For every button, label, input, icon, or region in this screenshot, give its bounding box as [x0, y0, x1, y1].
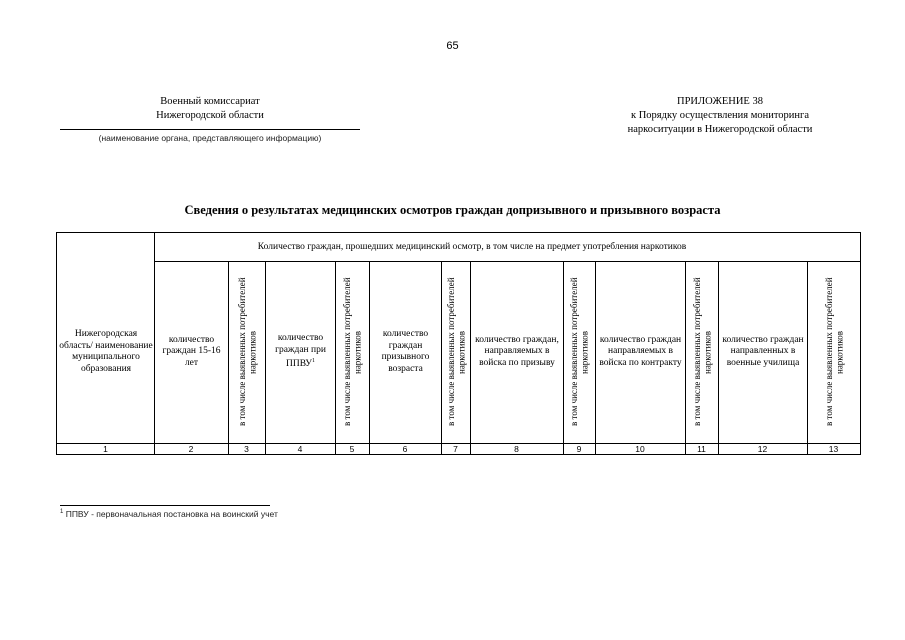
footnote-text: ППВУ - первоначальная постановка на воинский учет: [63, 509, 278, 519]
col-ppvu-header: количество граждан при ППВУ$^1$: [275, 333, 326, 370]
col-contract-header: количество граждан направляемых в войска по контракту: [599, 334, 682, 368]
col-detected-header: в том числе выявленных потребителей наркотиков: [342, 277, 363, 427]
col-number: 2: [188, 444, 194, 454]
appendix-line-2: к Порядку осуществления мониторинга: [630, 110, 810, 121]
col-number: 4: [297, 444, 303, 454]
col-draft-header: количество граждан, направляемых в войска по призыву: [475, 334, 559, 368]
organization-block: [60, 95, 360, 123]
col-detected-header: в том числе выявленных потребителей наркотиков: [569, 277, 590, 427]
col-number: 12: [757, 444, 768, 454]
col-age-15-16-header: количество граждан 15-16 лет: [162, 334, 221, 368]
col-number: 13: [828, 444, 839, 454]
document-title: Сведения о результатах медицинских осмотров граждан допризывного и призывного возраста: [184, 203, 721, 217]
col-detected-header: в том числе выявленных потребителей наркотиков: [445, 277, 466, 427]
col-number: 11: [697, 444, 706, 454]
col-region-header: Нижегородская область/ наименование муниципального образования: [59, 329, 153, 374]
appendix-line-1: ПРИЛОЖЕНИЕ 38: [677, 96, 763, 107]
col-detected-header: в том числе выявленных потребителей наркотиков: [236, 277, 257, 427]
header-divider: [154, 261, 860, 262]
appendix-block: [560, 95, 880, 137]
appendix-line-3: наркоситуации в Нижегородской области: [627, 124, 813, 135]
col-number: 3: [244, 444, 249, 454]
footnote-divider: [60, 505, 270, 506]
col-number: 8: [514, 444, 519, 454]
footnote: [60, 509, 278, 519]
col-number: 1: [103, 444, 108, 454]
group-header: Количество граждан, прошедших медицинский осмотр, в том числе на предмет употребления наркотиков: [257, 242, 687, 253]
col-number: 9: [576, 444, 582, 454]
org-line-1: Военный комиссариат: [160, 96, 260, 107]
col-number: 6: [402, 444, 408, 454]
col-number: 7: [453, 444, 458, 454]
results-table: [56, 232, 861, 455]
org-underline: [60, 129, 360, 130]
org-caption: (наименование органа, представляющего информацию): [98, 133, 322, 143]
col-detected-header: в том числе выявленных потребителей наркотиков: [823, 277, 844, 427]
page-number: 65: [446, 40, 459, 52]
col-conscription-age-header: количество граждан призывного возраста: [381, 329, 430, 374]
org-line-2: Нижегородской области: [156, 110, 264, 121]
col-military-schools-header: количество граждан направленных в военные училища: [722, 334, 804, 368]
footnote-mark: 1: [60, 509, 64, 516]
col-number: 5: [349, 444, 355, 454]
col-number: 10: [635, 444, 645, 454]
col-detected-header: в том числе выявленных потребителей наркотиков: [691, 277, 712, 427]
